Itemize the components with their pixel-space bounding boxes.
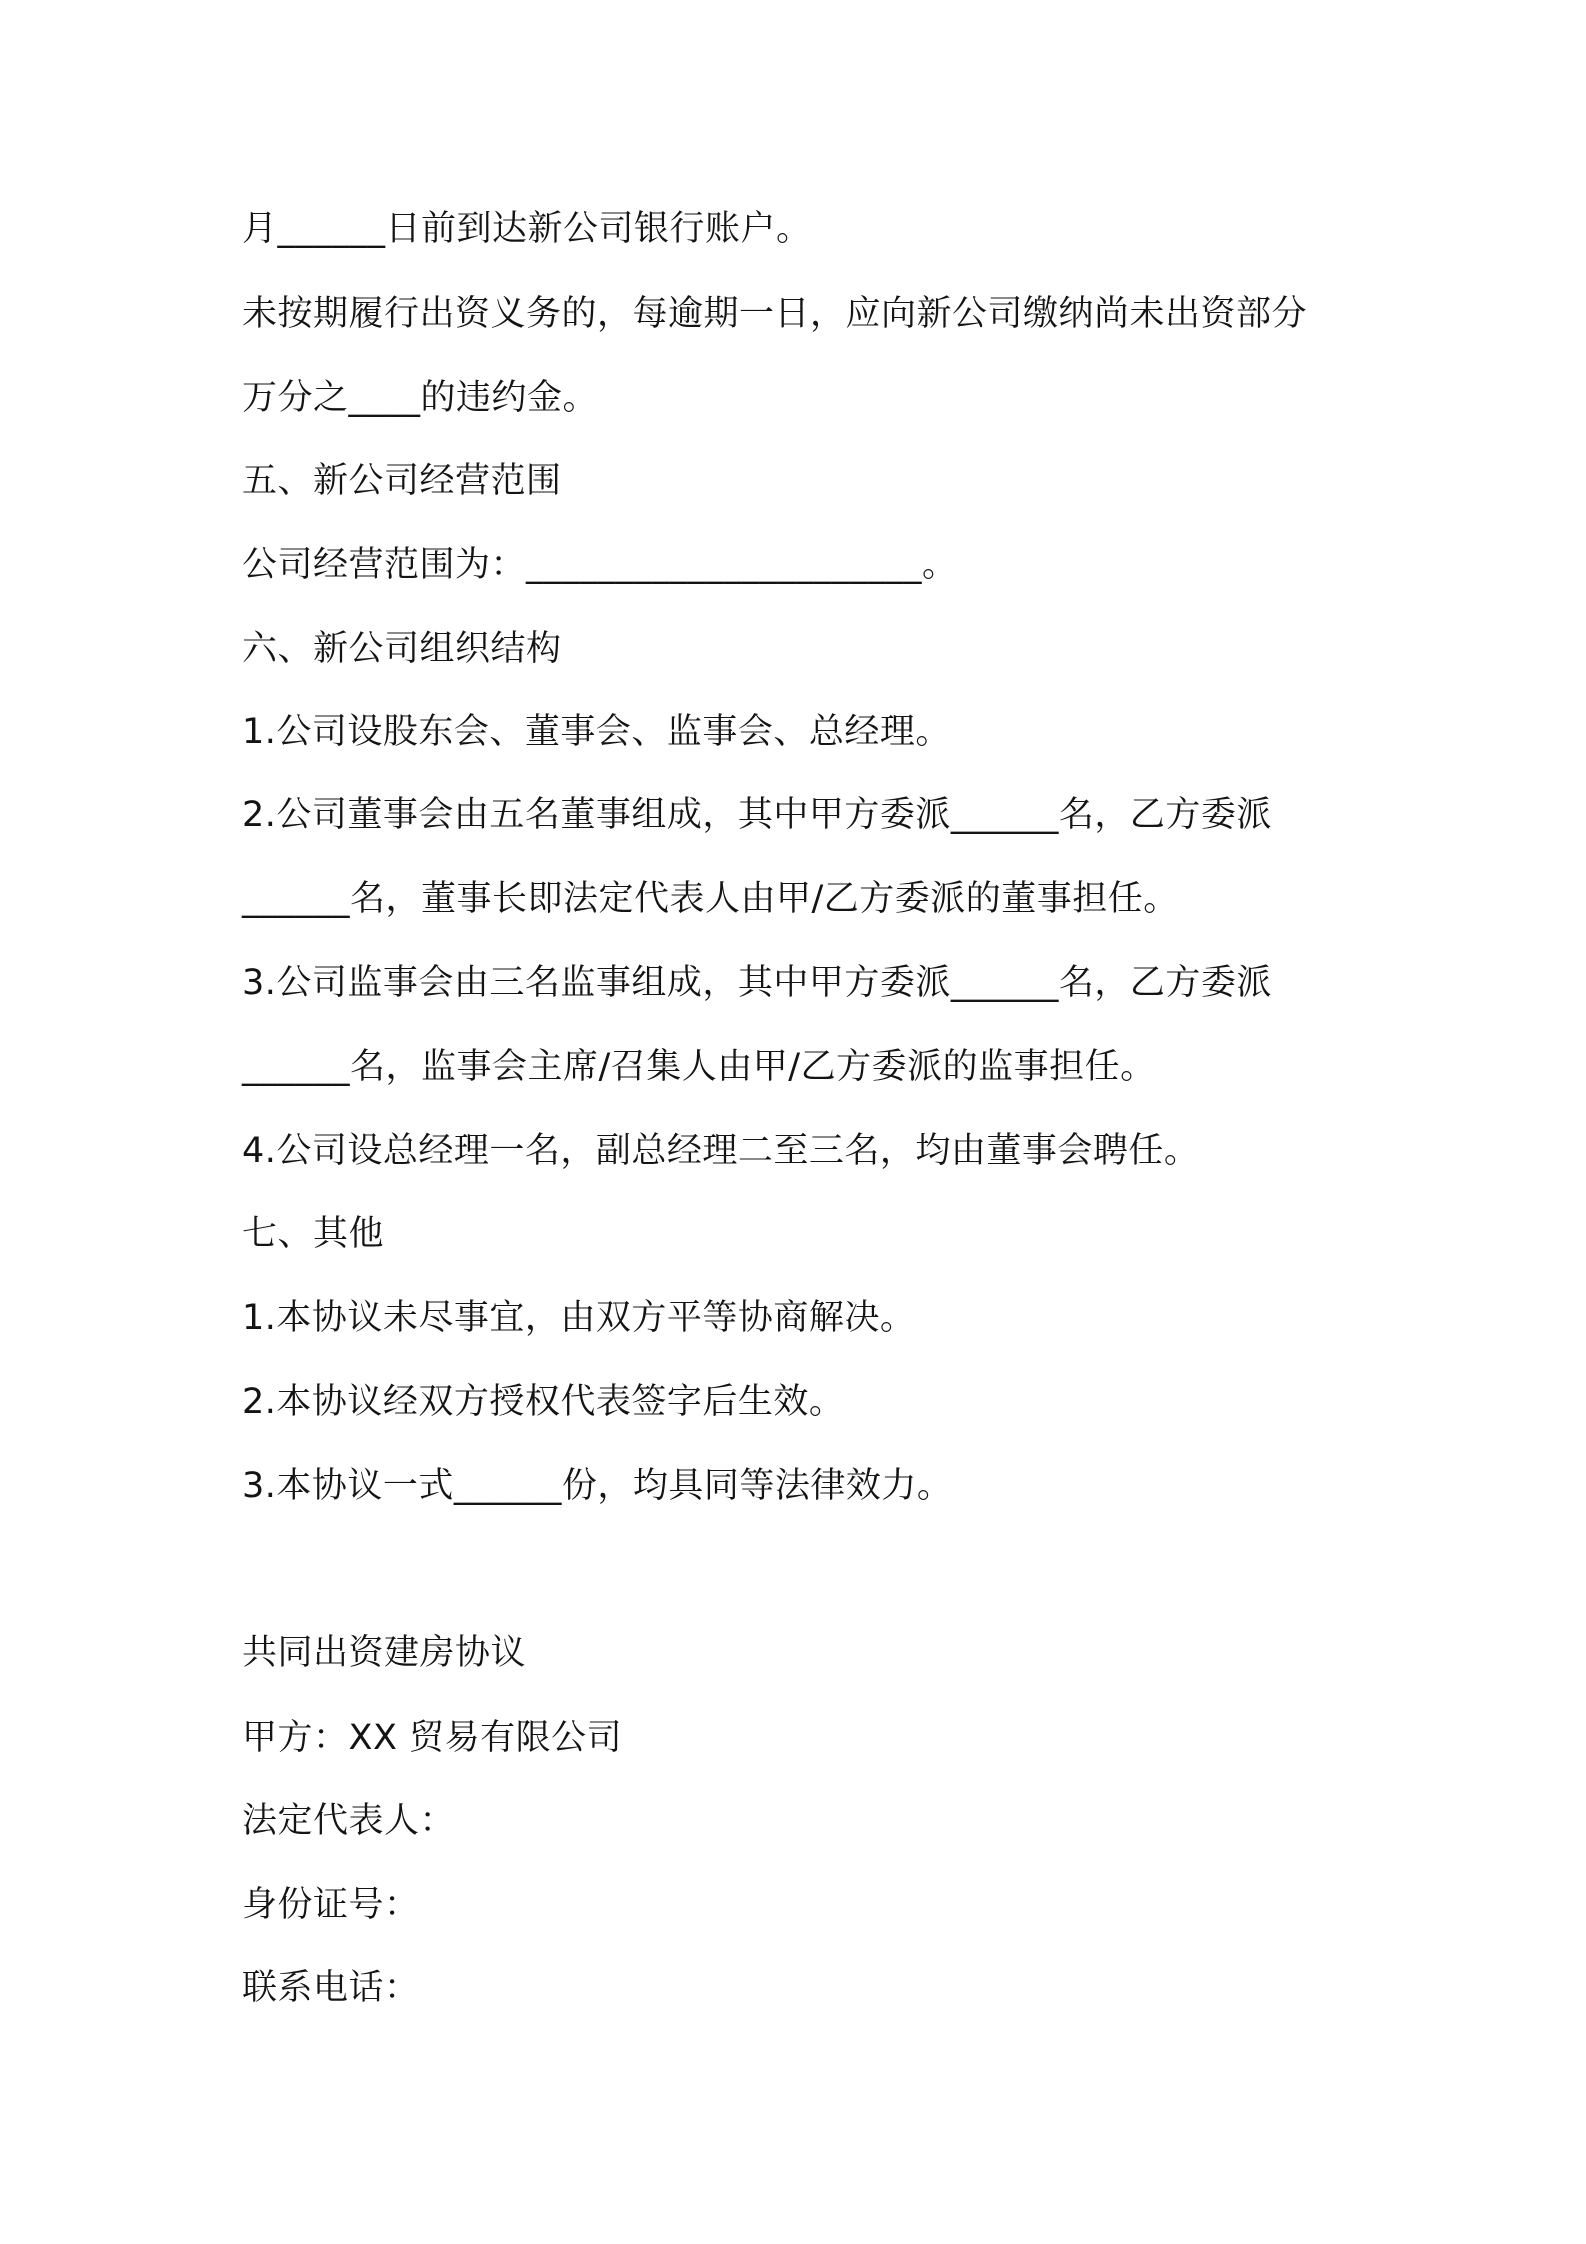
legal-representative-label: 法定代表人：	[242, 1801, 456, 1841]
clause-line: 3.本协议一式______份，均具同等法律效力。	[242, 1466, 953, 1506]
clause-line: 公司经营范围为：______________________。	[242, 545, 958, 585]
clause-line: 4.公司设总经理一名，副总经理二至三名，均由董事会聘任。	[242, 1131, 1200, 1171]
section-heading: 七、其他	[242, 1214, 385, 1254]
clause-line: 1.本协议未尽事宜，由双方平等协商解决。	[242, 1298, 916, 1338]
clause-line: 月______日前到达新公司银行账户。	[242, 209, 812, 249]
clause-line: 2.公司董事会由五名董事组成，其中甲方委派______名，乙方委派	[242, 795, 1272, 835]
clause-line: ______名，监事会主席/召集人由甲/乙方委派的监事担任。	[242, 1047, 1156, 1087]
id-number-label: 身份证号：	[242, 1885, 420, 1925]
clause-line: 未按期履行出资义务的，每逾期一日，应向新公司缴纳尚未出资部分	[242, 294, 1308, 334]
clause-line: 万分之____的违约金。	[242, 378, 599, 418]
party-a-line: 甲方：XX 贸易有限公司	[242, 1718, 623, 1758]
clause-line: 3.公司监事会由三名监事组成，其中甲方委派______名，乙方委派	[242, 963, 1272, 1003]
phone-label: 联系电话：	[242, 1968, 420, 2008]
agreement-title: 共同出资建房协议	[242, 1633, 527, 1673]
clause-line: ______名，董事长即法定代表人由甲/乙方委派的董事担任。	[242, 879, 1179, 919]
section-heading: 五、新公司经营范围	[242, 461, 562, 501]
clause-line: 1.公司设股东会、董事会、监事会、总经理。	[242, 712, 951, 752]
clause-line: 2.本协议经双方授权代表签字后生效。	[242, 1382, 845, 1422]
section-heading: 六、新公司组织结构	[242, 629, 562, 669]
